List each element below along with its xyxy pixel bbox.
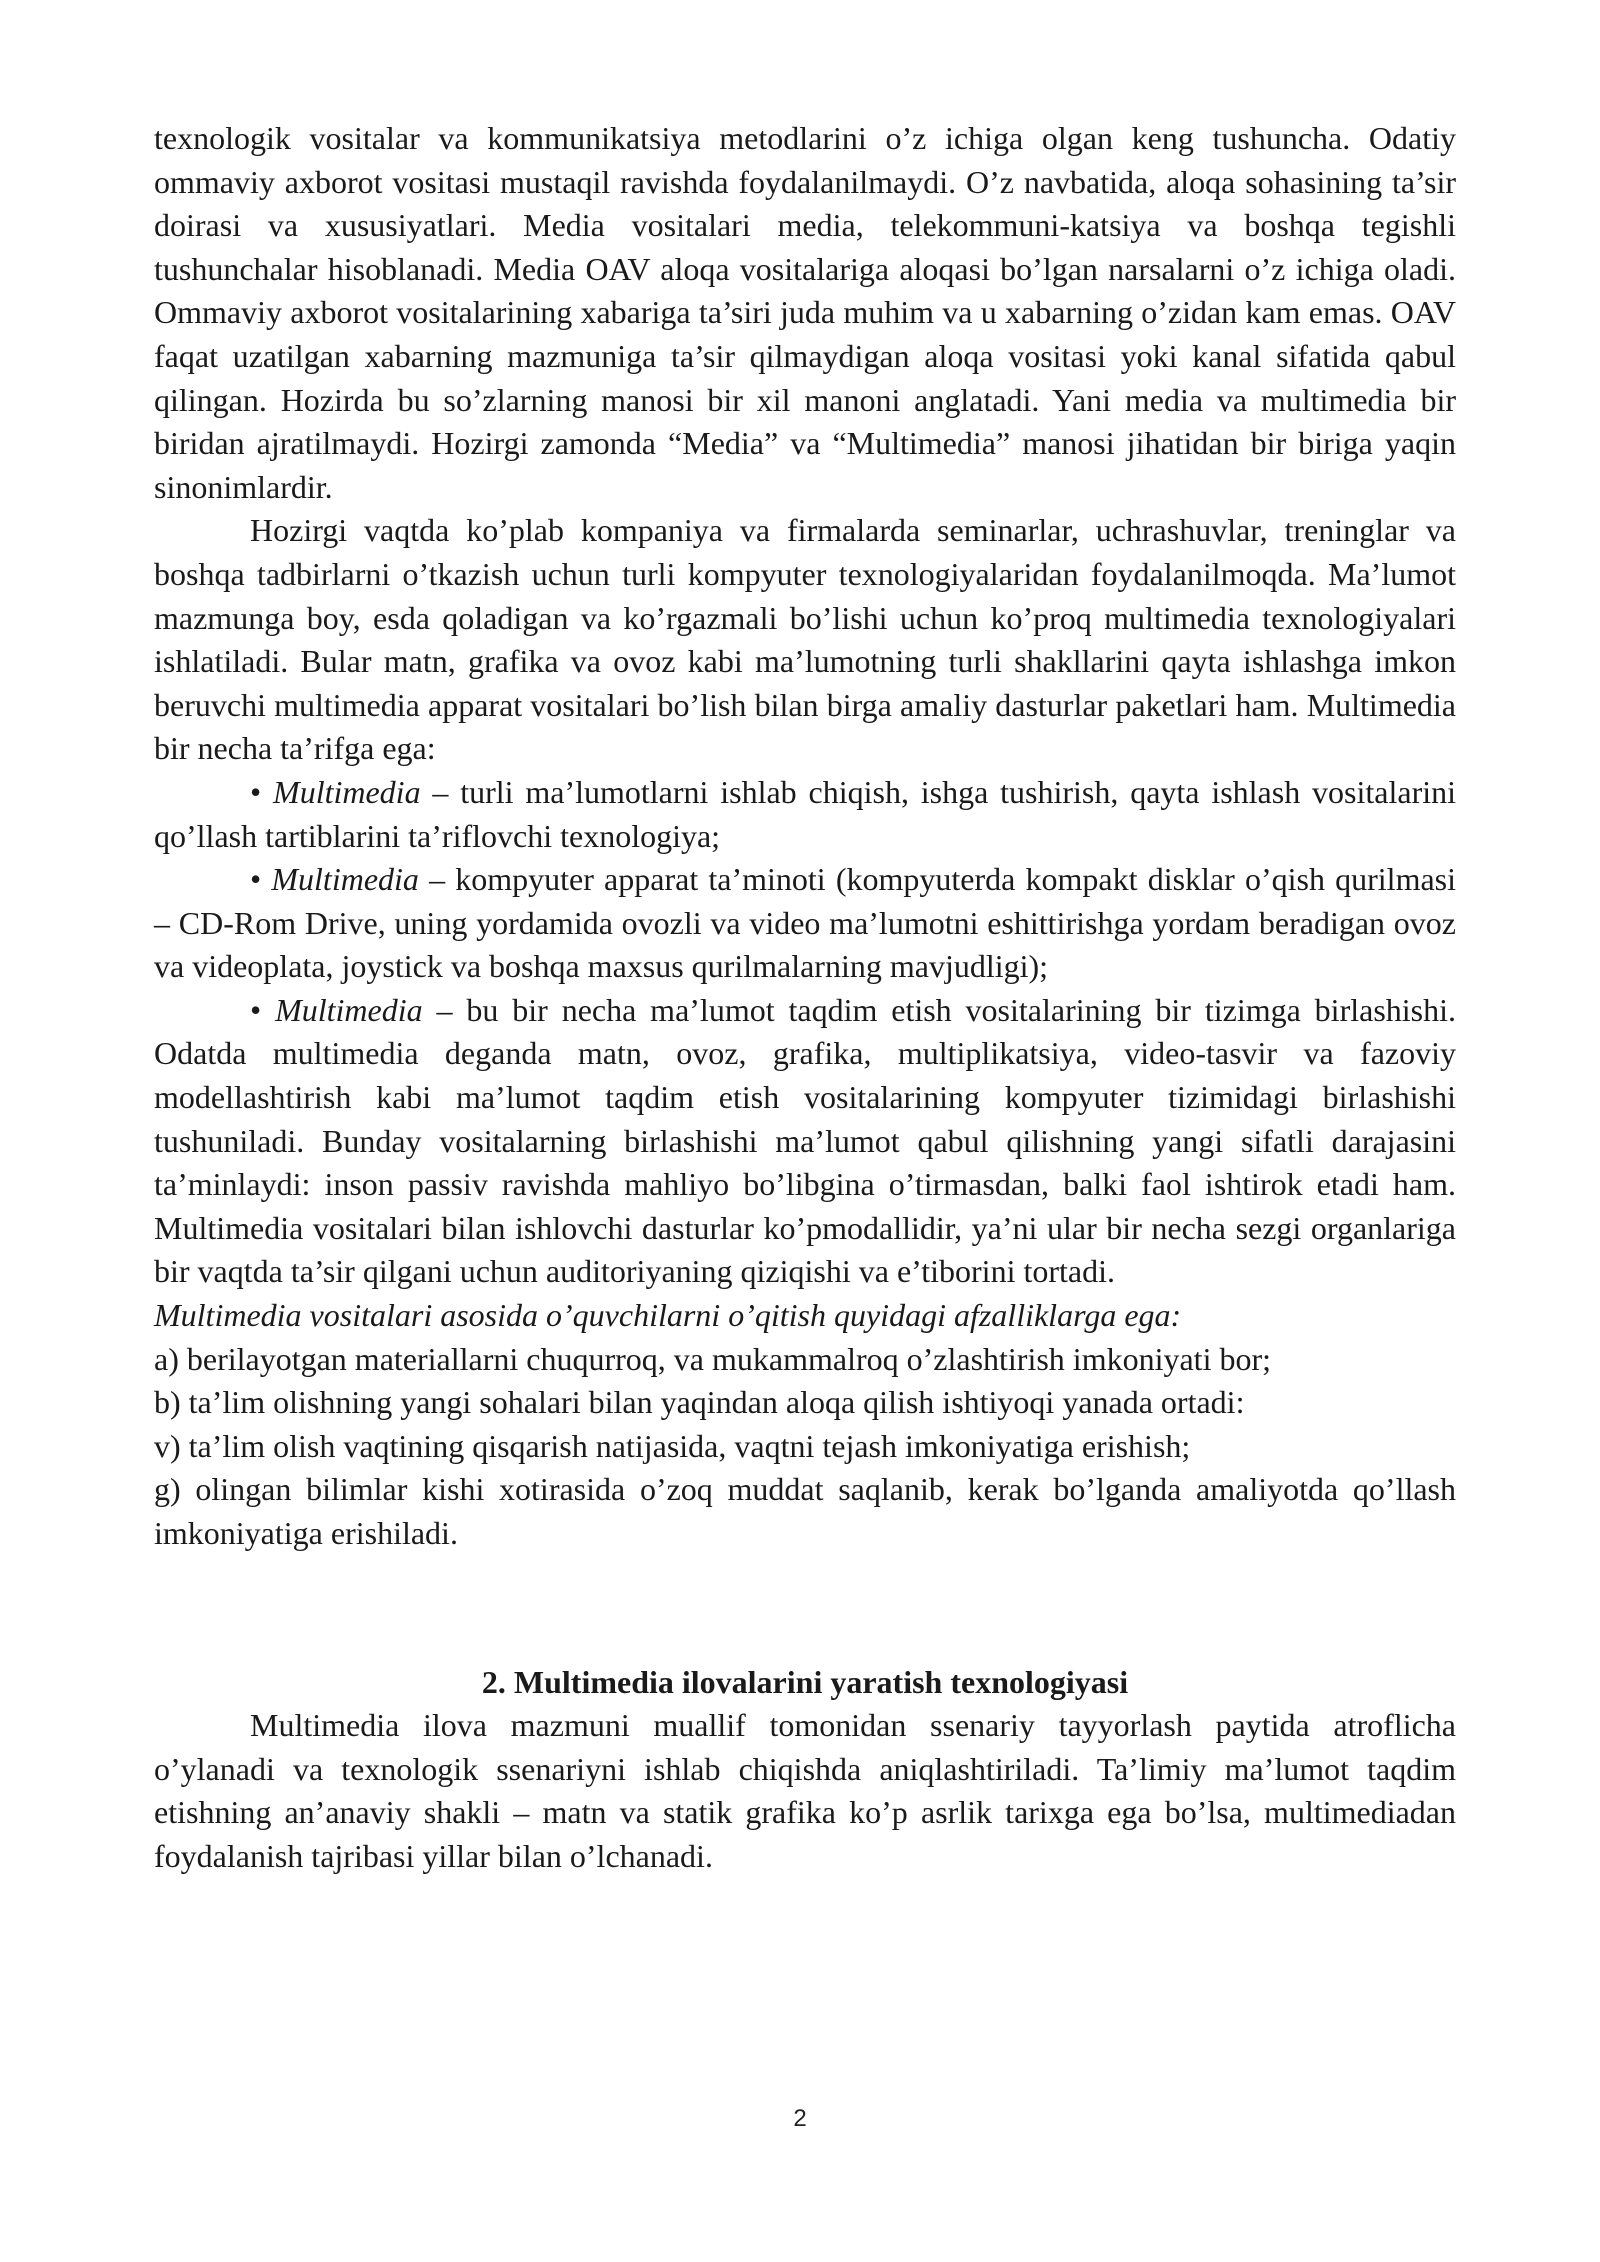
- paragraph-media-definition: texnologik vositalar va kommunikatsiya metodlarini o’z ichiga olgan keng tushuncha. Odatiy ommaviy axborot vositasi mustaqil ravishda foydalanilmaydi. O’z navbatida, aloqa sohasining ta’sir doirasi va xususiyatlari. Media vositalari media, telekommuni-katsiya va boshqa tegishli tushunchalar hisoblanadi. Media OAV aloqa vositalariga aloqasi bo’lgan narsalarni o’z ichiga oladi. Ommaviy axborot vositalarining xabariga ta’siri juda muhim va u xabarning o’zidan kam emas. OAV faqat uzatilgan xabarning mazmuniga ta’sir qilmaydigan aloqa vositasi yoki kanal sifatida qabul qilingan. Hozirda bu so’zlarning manosi bir xil manoni anglatadi. Yani media va multimedia bir biridan ajratilmaydi. Hozirgi zamonda “Media” va “Multimedia” manosi jihatidan bir biriga yaqin sinonimlardir.: [154, 120, 1456, 505]
- bullet-text: – kompyuter apparat ta’minoti (kompyuterda kompakt disklar o’qish qurilmasi – CD-Rom Drive, uning yordamida ovozli va video ma’lumotni eshittirishga yordam beradigan ovoz va videoplata, joystick va boshqa maxsus qurilmalarning mavjudligi);: [154, 861, 1457, 985]
- bullet-definition-2: [154, 858, 1456, 989]
- advantage-g: g) olingan bilimlar kishi xotirasida o’zoq muddat saqlanib, kerak bo’lganda amaliyotda qo’llash imkoniyatiga erishiladi.: [154, 1471, 1456, 1551]
- bullet-marker: •: [250, 861, 272, 898]
- advantage-a: a) berilayotgan materiallarni chuqurroq, va mukammalroq o’zlashtirish imkoniyati bor;: [154, 1340, 1271, 1377]
- advantage-v: v) ta’lim olish vaqtining qisqarish natijasida, vaqtni tejash imkoniyatiga erishish;: [154, 1427, 1191, 1464]
- document-page: [154, 117, 1456, 1879]
- bullet-marker: •: [250, 773, 274, 810]
- section-heading: 2. Multimedia ilovalarini yaratish texnologiyasi: [481, 1663, 1129, 1700]
- page-number: 2: [793, 2105, 807, 2132]
- bullet-definition-3: [154, 989, 1456, 1294]
- paragraph-multimedia-usage: Hozirgi vaqtda ko’plab kompaniya va firmalarda seminarlar, uchrashuvlar, treninglar va boshqa tadbirlarni o’tkazish uchun turli kompyuter texnologiyalaridan foydalanilmoqda. Ma’lumot mazmunga boy, esda qoladigan va ko’rgazmali bo’lishi uchun ko’proq multimedia texnologiyalari ishlatiladi. Bular matn, grafika va ovoz kabi ma’lumotning turli shakllarini qayta ishlashga imkon beruvchi multimedia apparat vositalari bo’lish bilan birga amaliy dasturlar paketlari ham. Multimedia bir necha ta’rifga ega:: [154, 512, 1456, 767]
- paragraph-multimedia-app: Multimedia ilova mazmuni muallif tomonidan ssenariy tayyorlash paytida atroflicha o’ylanadi va texnologik ssenariyni ishlab chiqishda aniqlashtiriladi. Ta’limiy ma’lumot taqdim etishning an’anaviy shakli – matn va statik grafika ko’p asrlik tarixga ega bo’lsa, multimediadan foydalanish tajribasi yillar bilan o’lchanadi.: [154, 1707, 1456, 1874]
- bullet-marker: •: [250, 991, 276, 1028]
- bullet-term: Multimedia: [273, 773, 421, 810]
- bullet-term: Multimedia: [271, 861, 419, 898]
- bullet-text: – bu bir necha ma’lumot taqdim etish vositalarining bir tizimga birlashishi. Odatda multimedia deganda matn, ovoz, grafika, multiplikatsiya, video-tasvir va fazoviy modellashtirish kabi ma’lumot taqdim etish vositalarining kompyuter tizimidagi birlashishi tushuniladi. Bunday vositalarning birlashishi ma’lumot qabul qilishning yangi sifatli darajasini ta’minlaydi: inson passiv ravishda mahliyo bo’libgina o’tirmasdan, balki faol ishtirok etadi ham. Multimedia vositalari bilan ishlovchi dasturlar ko’pmodallidir, ya’ni ular bir necha sezgi organlariga bir vaqtda ta’sir qilgani uchun auditoriyaning qiziqishi va e’tiborini tortadi.: [154, 991, 1457, 1290]
- bullet-term: Multimedia: [275, 991, 423, 1028]
- advantages-title: Multimedia vositalari asosida o’quvchilarni o’qitish quyidagi afzalliklarga ega:: [154, 1297, 1182, 1334]
- bullet-definition-1: [154, 771, 1456, 858]
- advantage-b: b) ta’lim olishning yangi sohalari bilan yaqindan aloqa qilish ishtiyoqi yanada ortadi:: [154, 1384, 1245, 1421]
- bullet-text: – turli ma’lumotlarni ishlab chiqish, ishga tushirish, qayta ishlash vositalarini qo’llash tartiblarini ta’riflovchi texnologiya;: [154, 773, 1457, 854]
